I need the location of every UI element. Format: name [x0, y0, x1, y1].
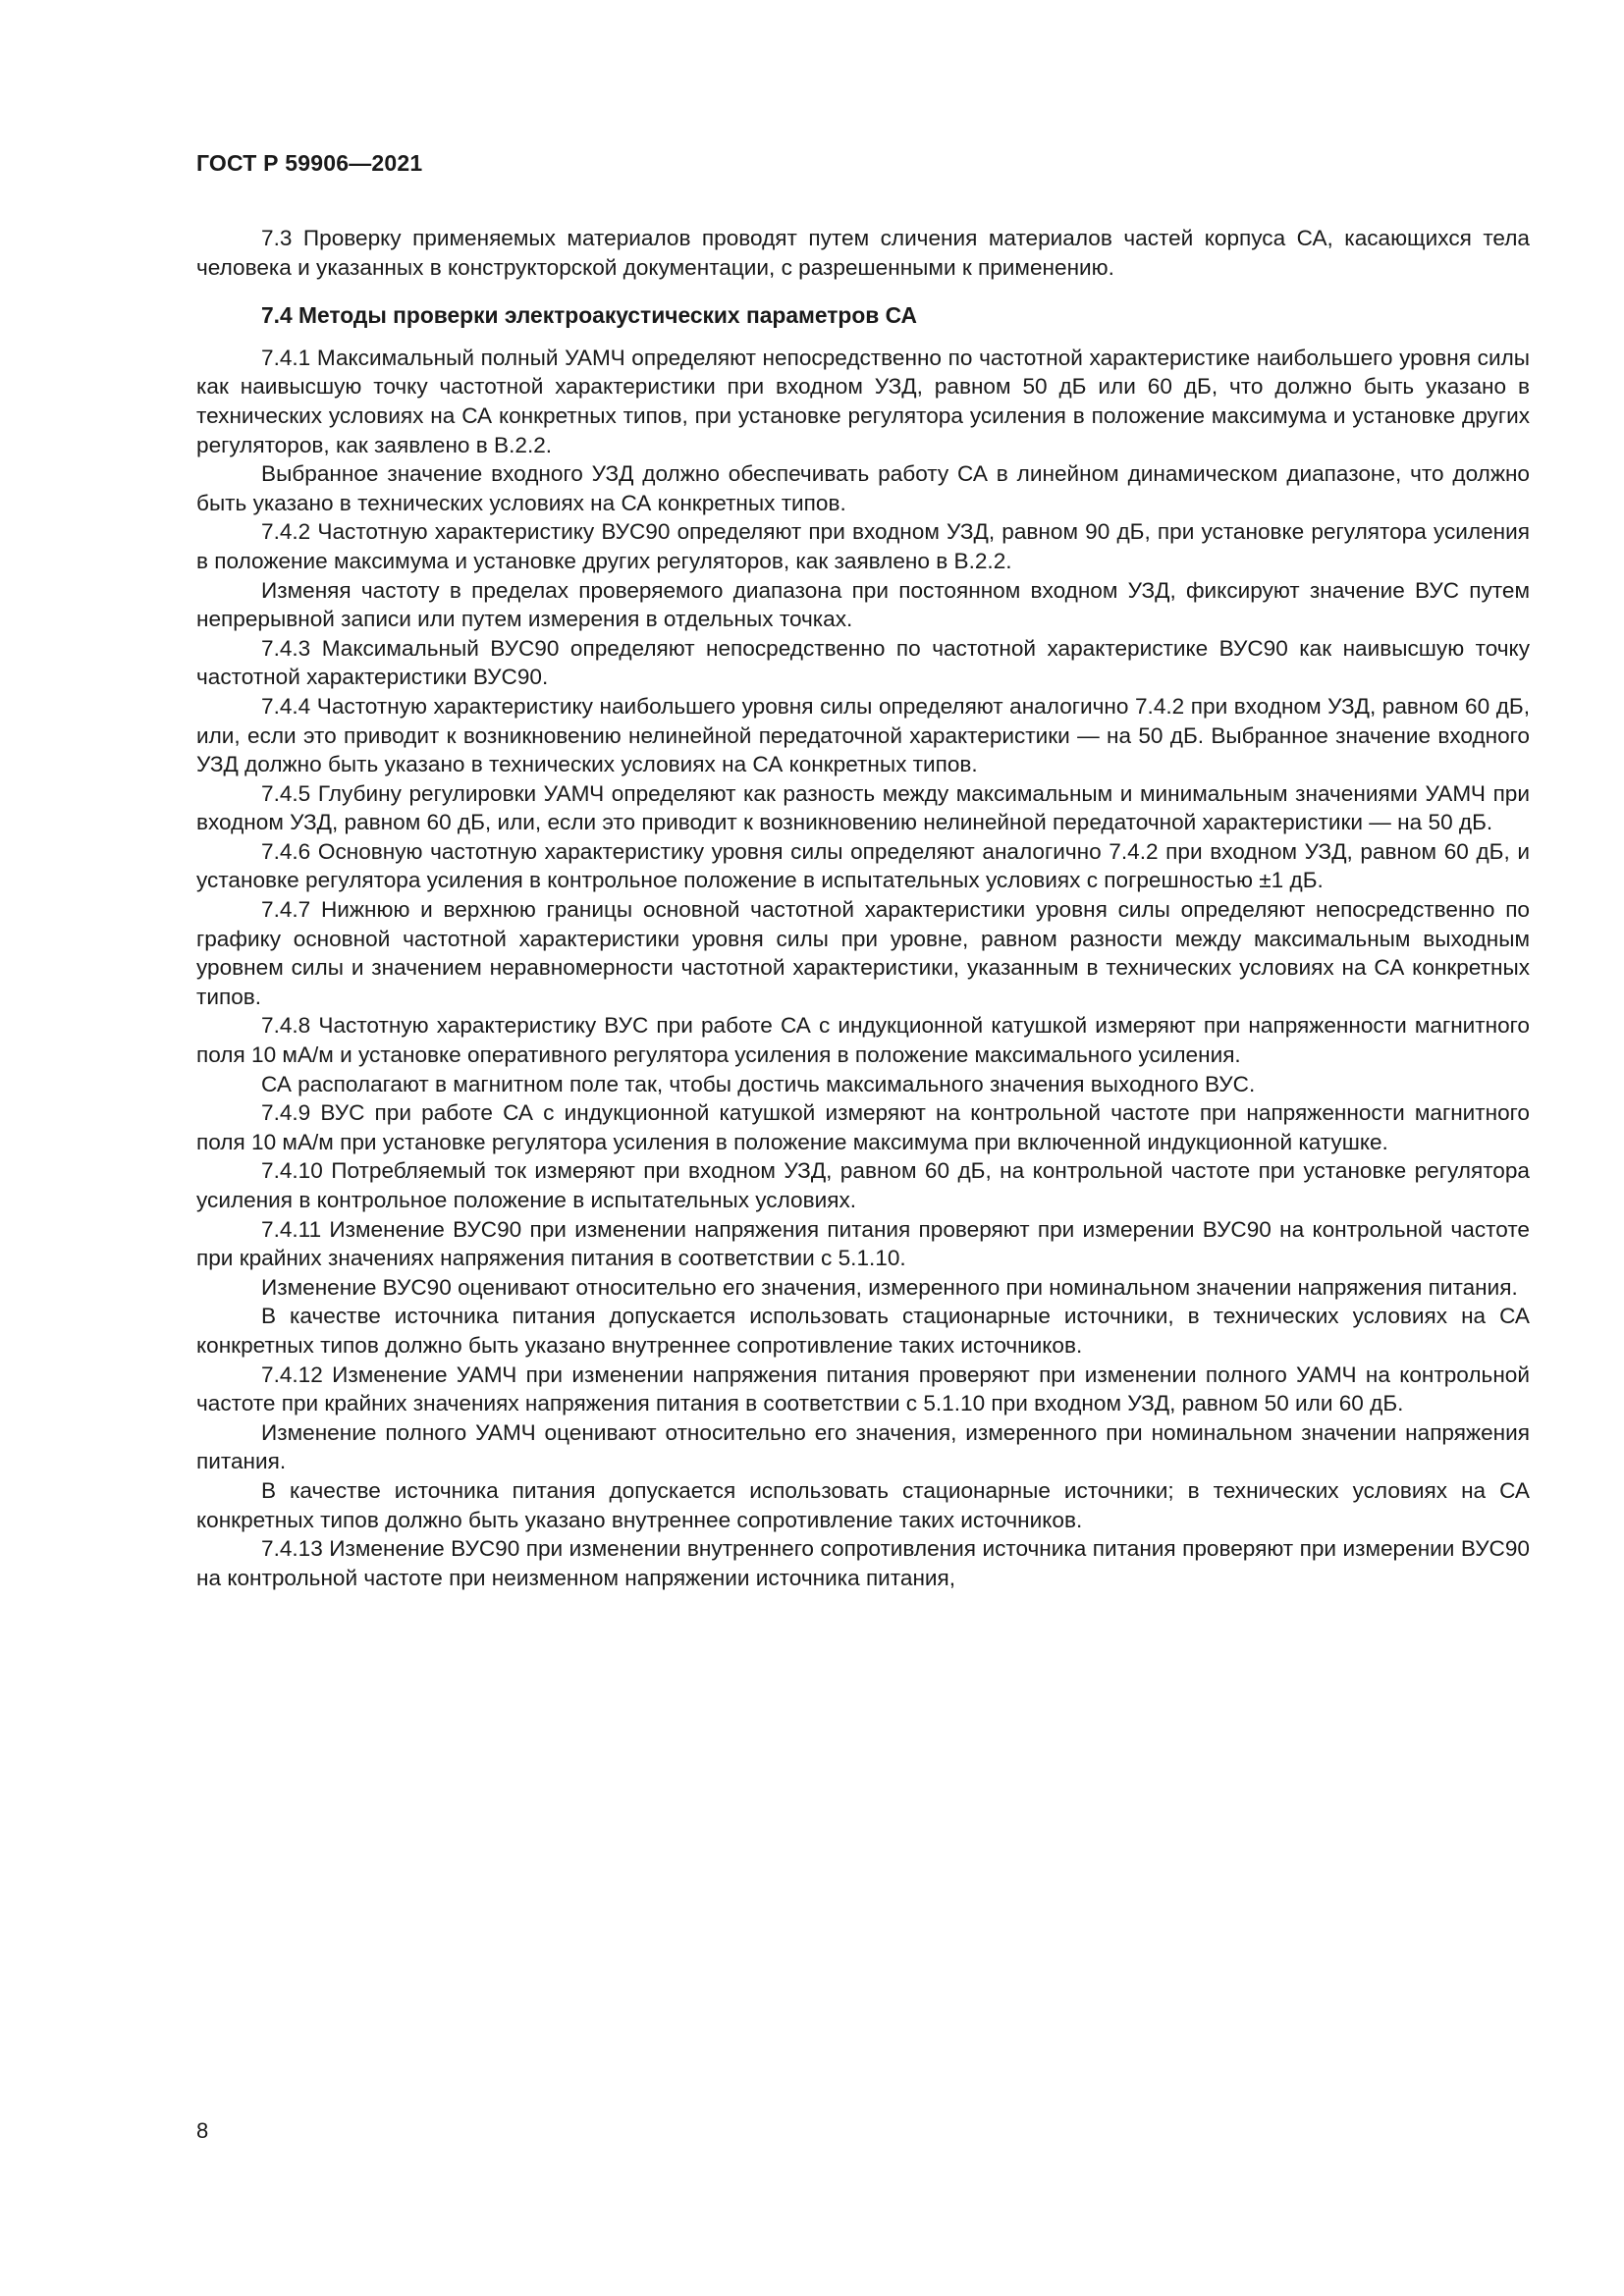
paragraph-7-4-11: 7.4.11 Изменение ВУС90 при изменении напряжения питания проверяют при измерении ВУС90 на контрольной частоте при крайних значениях напряжения питания в соответствии с 5.1.10.	[196, 1216, 1530, 1271]
paragraph-7-4-1: 7.4.1 Максимальный полный УАМЧ определяют непосредственно по частотной характеристике наибольшего уровня силы как наивысшую точку частотной характеристики при входном УЗД, равном 50 дБ или 60 дБ, что должно быть указано в технических условиях на СА конкретных типов, при установке регулятора усиления в положение максимума и установке других регуляторов, как заявлено в В.2.2.	[196, 345, 1530, 457]
paragraph-7-4-13: 7.4.13 Изменение ВУС90 при изменении внутреннего сопротивления источника питания проверяют при измерении ВУС90 на контрольной частоте при неизменном напряжении источника питания,	[196, 1536, 1530, 1590]
paragraph-7-4-7: 7.4.7 Нижнюю и верхнюю границы основной частотной характеристики уровня силы определяют непосредственно по графику основной частотной характеристики уровня силы при уровне, равном разности между максимальным выходным уровнем силы и значением неравномерности частотной характеристики, указанным в технических условиях на СА конкретных типов.	[196, 897, 1530, 1009]
paragraph-7-4-2-continued: Изменяя частоту в пределах проверяемого диапазона при постоянном входном УЗД, фиксируют значение ВУС путем непрерывной записи или путем измерения в отдельных точках.	[196, 577, 1530, 632]
paragraph-7-4-11-continued: Изменение ВУС90 оценивают относительно его значения, измеренного при номинальном значении напряжения питания.	[261, 1274, 1518, 1300]
paragraph-7-4-2: 7.4.2 Частотную характеристику ВУС90 определяют при входном УЗД, равном 90 дБ, при установке регулятора усиления в положение максимума и установке других регуляторов, как заявлено в В.2.2.	[196, 519, 1530, 573]
paragraph-7-4-12-power-source: В качестве источника питания допускается использовать стационарные источники; в технических условиях на СА конкретных типов должно быть указано внутреннее сопротивление таких источников.	[196, 1477, 1530, 1532]
paragraph-7-4-12: 7.4.12 Изменение УАМЧ при изменении напряжения питания проверяют при изменении полного УАМЧ на контрольной частоте при крайних значениях напряжения питания в соответствии с 5.1.10 при входном УЗД, равном 50 или 60 дБ.	[196, 1362, 1530, 1416]
document-header: ГОСТ Р 59906—2021	[196, 150, 423, 176]
paragraph-7-3: 7.3 Проверку применяемых материалов проводят путем сличения материалов частей корпуса СА, касающихся тела человека и указанных в конструкторской документации, с разрешенными к применению.	[196, 226, 1530, 280]
document-body	[196, 224, 1530, 1592]
paragraph-7-4-1-continued: Выбранное значение входного УЗД должно обеспечивать работу СА в линейном динамическом диапазоне, что должно быть указано в технических условиях на СА конкретных типов.	[196, 461, 1530, 515]
paragraph-7-4-8: 7.4.8 Частотную характеристику ВУС при работе СА с индукционной катушкой измеряют при напряженности магнитного поля 10 мА/м и установке оперативного регулятора усиления в положение максимального усиления.	[196, 1013, 1530, 1068]
paragraph-7-4-3: 7.4.3 Максимальный ВУС90 определяют непосредственно по частотной характеристике ВУС90 как наивысшую точку частотной характеристики ВУС90.	[196, 635, 1530, 690]
paragraph-7-4-4: 7.4.4 Частотную характеристику наибольшего уровня силы определяют аналогично 7.4.2 при входном УЗД, равном 60 дБ, или, если это приводит к возникновению нелинейной передаточной характеристики — на 50 дБ. Выбранное значение входного УЗД должно быть указано в технических условиях на СА конкретных типов.	[196, 693, 1530, 777]
paragraph-7-4-11-power-source: В качестве источника питания допускается использовать стационарные источники, в технических условиях на СА конкретных типов должно быть указано внутреннее сопротивление таких источников.	[196, 1304, 1530, 1358]
paragraph-7-4-6: 7.4.6 Основную частотную характеристику уровня силы определяют аналогично 7.4.2 при входном УЗД, равном 60 дБ, и установке регулятора усиления в контрольное положение в испытательных условиях с погрешностью ±1 дБ.	[196, 838, 1530, 893]
section-heading-7-4: 7.4 Методы проверки электроакустических параметров СА	[261, 302, 917, 329]
paragraph-7-4-8-continued: СА располагают в магнитном поле так, чтобы достичь максимального значения выходного ВУС.	[261, 1071, 1256, 1096]
page-number: 8	[196, 2118, 209, 2143]
paragraph-7-4-5: 7.4.5 Глубину регулировки УАМЧ определяют как разность между максимальным и минимальным значениями УАМЧ при входном УЗД, равном 60 дБ, или, если это приводит к возникновению нелинейной передаточной характеристики — на 50 дБ.	[196, 780, 1530, 835]
paragraph-7-4-9: 7.4.9 ВУС при работе СА с индукционной катушкой измеряют на контрольной частоте при напряженности магнитного поля 10 мА/м при установке регулятора усиления в положение максимума при включенной индукционной катушке.	[196, 1100, 1530, 1154]
paragraph-7-4-10: 7.4.10 Потребляемый ток измеряют при входном УЗД, равном 60 дБ, на контрольной частоте при установке регулятора усиления в контрольное положение в испытательных условиях.	[196, 1158, 1530, 1212]
paragraph-7-4-12-continued: Изменение полного УАМЧ оценивают относительно его значения, измеренного при номинальном значении напряжения питания.	[196, 1419, 1530, 1474]
